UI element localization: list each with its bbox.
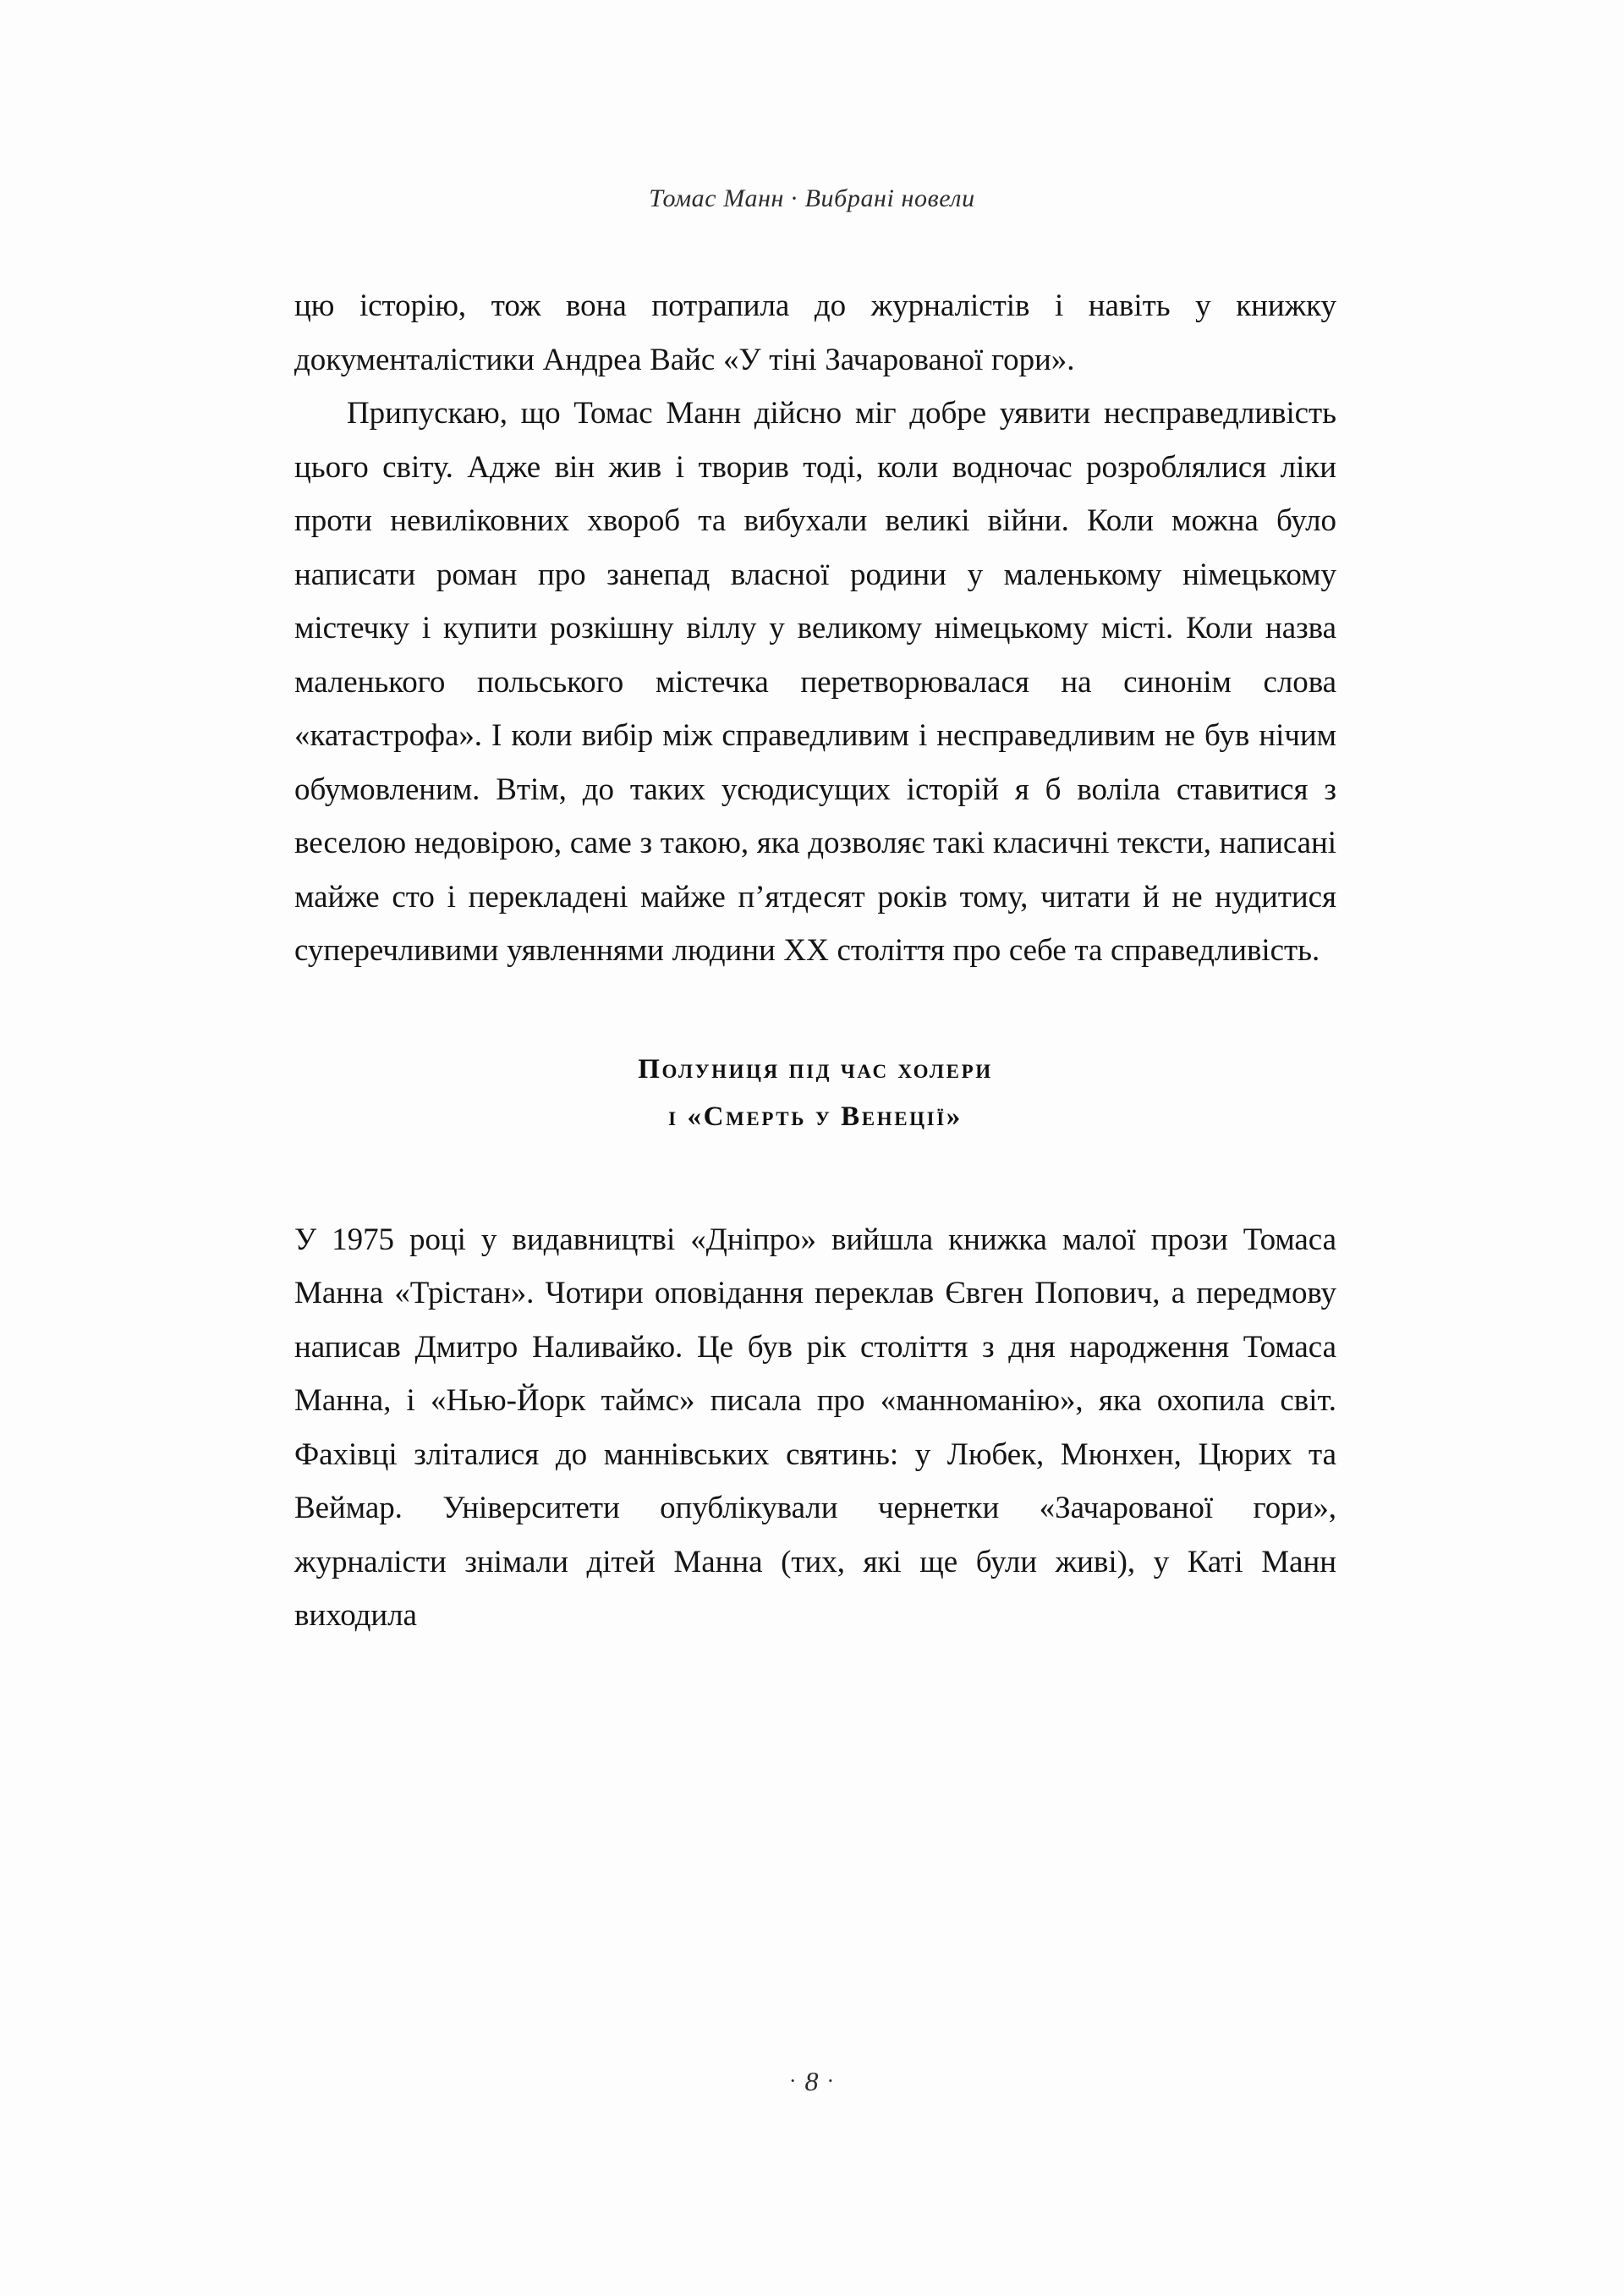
folio-dot-left: · [788, 2068, 798, 2093]
section-heading-block [294, 1046, 1336, 1140]
paragraph-continued: цю історію, тож вона потрапила до журналістів і навіть у книжку документалістики Андреа Вайс «У тіні Зачарованої гори». [294, 288, 1336, 377]
folio-dot-right: · [826, 2068, 836, 2093]
section-heading [294, 1046, 1336, 1140]
paragraph-1975: У 1975 році у видавництві «Дніпро» вийшла книжка малої прози Томаса Манна «Трістан». Чотири оповідання переклав Євген Попович, а передмову написав Дмитро Наливайко. Це був рік століття з дня народження Томаса Манна, і «Нью-Йорк таймс» писала про «манноманію», яка охопила світ. Фахівці зліталися до маннівських святинь: у Любек, Мюнхен, Цюрих та Веймар. Університети опублікували чернетки «Зачарованої гори», журналісти знімали дітей Манна (тих, які ще були живі), у Каті Манн виходила [294, 1222, 1336, 1633]
section-heading-line-2: і «Смерть у Венеції» [668, 1101, 963, 1132]
running-header-separator: · [790, 184, 799, 212]
running-header-book-title: Вибрані новели [804, 184, 975, 212]
running-header-author: Томас Манн [649, 184, 785, 212]
paragraph-pripuskayu: Припускаю, що Томас Манн дійсно міг добре уявити несправедливість цього світу. Адже він жив і творив тоді, коли водночас розроблялися ліки проти невиліковних хвороб та вибухали великі війни. Коли можна було написати роман про занепад власної родини у маленькому німецькому містечку і купити розкішну віллу у великому німецькому місті. Коли назва маленького польського містечка перетворювалася на синонім слова «катастрофа». І коли вибір між справедливим і несправедливим не був нічим обумовленим. Втім, до таких усюдисущих історій я б воліла ставитися з веселою недовірою, саме з такою, яка дозволяє такі класичні тексти, написані майже сто і перекладені майже п’ятдесят років тому, читати й не нудитися суперечливими уявленнями людини ХХ століття про себе та справедливість. [294, 396, 1336, 968]
folio-number: 8 [804, 2066, 820, 2096]
page-number [0, 2066, 1624, 2097]
section-heading-line-1: Полуниця під час холери [638, 1053, 993, 1085]
running-header [0, 184, 1624, 213]
text-block [294, 279, 1336, 1643]
